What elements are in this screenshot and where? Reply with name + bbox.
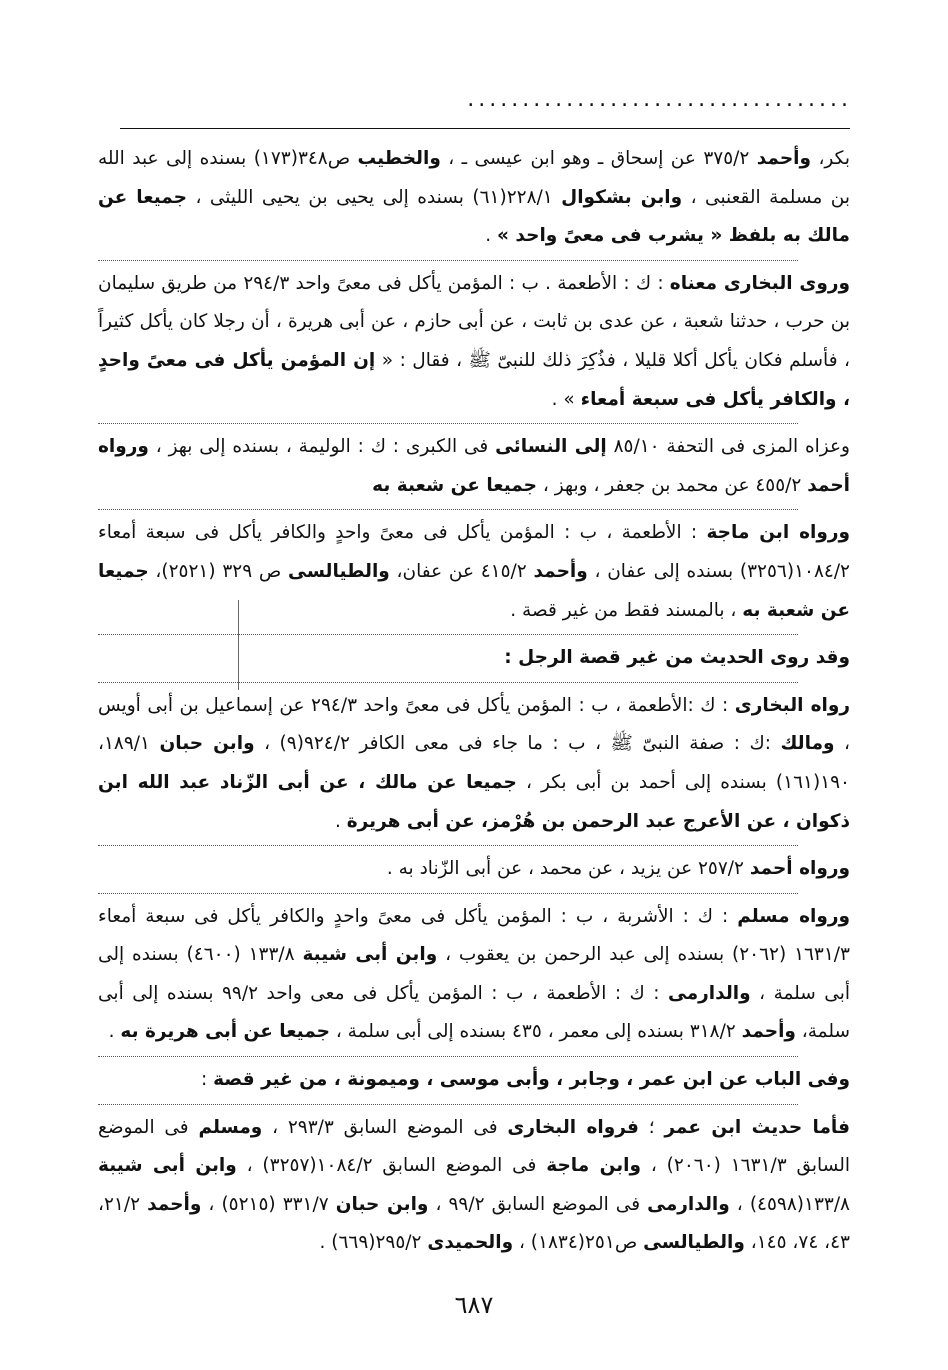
paragraph-separator xyxy=(98,423,798,424)
paragraph xyxy=(98,639,850,678)
text-run: ٤٥٥/٢ عن محمد بن جعفر ، وبهز ، xyxy=(537,474,808,496)
paragraph xyxy=(98,428,850,505)
text-run: ٣٣١/٧ (٥٢١٥) ، xyxy=(201,1193,336,1215)
bold-text-run: جميعا عن شعبة به xyxy=(372,474,538,496)
text-run: : الأطعمة ، ب : المؤمن يأكل فى معىً واحدٍ والكافر يأكل فى سبعة أمعاء ١٠٨٤/٢(٣٢٥٦) بسنده إلى عفان ، xyxy=(98,522,850,582)
bold-text-run: وابن حبان xyxy=(159,733,255,755)
text-run: ١٣٣/٨(٤٥٩٨) ، xyxy=(729,1193,850,1215)
bold-text-run: والدارمى xyxy=(667,982,751,1004)
paragraph xyxy=(98,898,850,1052)
text-run: ص٢٥١(١٨٣٤) ، xyxy=(513,1232,644,1254)
paragraph-separator xyxy=(98,845,798,846)
text-run: : xyxy=(200,1069,214,1091)
bold-text-run: والخطيب xyxy=(357,148,441,169)
bold-text-run: فرواه البخارى xyxy=(507,1116,639,1138)
text-run: ص٣٤٨(١٧٣) بسنده إلى عبد الله بن مسلمة القعنبى ، xyxy=(98,148,850,208)
text-run: فى الكبرى : ك : الوليمة ، بسنده إلى بهز ، xyxy=(148,436,496,458)
paragraph xyxy=(98,1061,850,1100)
bold-text-run: رواه البخارى xyxy=(734,694,851,716)
text-run: ؛ xyxy=(638,1116,665,1138)
text-run: . xyxy=(108,1021,121,1043)
text-run: ١٣٣/٨ (٤٦٠٠) بسنده إلى أبى سلمة ، xyxy=(98,944,850,1004)
bold-text-run: وأحمد xyxy=(147,1193,202,1215)
bold-text-run: ومالك xyxy=(780,733,835,755)
bold-text-run: إن المؤمن يأكل فى معىً واحدٍ ، والكافر يأكل فى سبعة أمعاء xyxy=(98,349,850,410)
paragraph-separator xyxy=(98,1104,798,1105)
bold-text-run: إلى النسائى xyxy=(495,436,607,458)
paragraph-separator xyxy=(98,260,798,261)
header-dotted-line: ................................... xyxy=(467,87,852,112)
bold-text-run: والحميدى xyxy=(427,1232,514,1254)
text-run: فى الموضع السابق ١٠٨٤/٢(٣٢٥٧) ، xyxy=(236,1155,547,1177)
bold-text-run: وابن أبى شيبة xyxy=(98,1155,237,1177)
paragraph-separator xyxy=(98,634,798,635)
bold-text-run: وقد روى الحديث من غير قصة الرجل : xyxy=(504,647,850,669)
bold-text-run: وابن بشكوال xyxy=(561,186,683,208)
bold-text-run: جميعا عن شعبة به xyxy=(98,560,850,621)
paragraph-separator xyxy=(98,682,798,683)
text-run: ٣١٨/٢ بسنده إلى معمر ، ٤٣٥ بسنده إلى أبى سلمة ، xyxy=(329,1021,742,1043)
text-run: ص ٣٢٩ (٢٥٢١)، xyxy=(148,560,289,582)
page-number: ٦٨٧ xyxy=(454,1291,494,1319)
bold-text-run: ورواه مسلم xyxy=(737,905,850,927)
paragraph xyxy=(98,850,850,889)
bold-text-run: وابن حبان xyxy=(335,1193,429,1215)
bold-text-run: وابن أبى شيبة xyxy=(302,944,438,966)
text-run: . xyxy=(485,225,498,247)
paragraph xyxy=(98,265,850,419)
bold-text-run: والطيالسى xyxy=(288,560,390,582)
paragraph-separator xyxy=(98,893,798,894)
bold-text-run: ورواه أحمد xyxy=(98,436,850,496)
text-run: ١٨٩/١، ١٩٠(١٦١) بسنده إلى أحمد بن أبى بكر ، xyxy=(98,733,850,793)
bold-text-run: ورواه ابن ماجة xyxy=(706,522,850,544)
bold-text-run: جميعا عن مالك ، عن أبى الزّناد عبد الله ابن ذكوان ، عن الأعرج عبد الرحمن بن هُرْمز، عن أبى هريرة xyxy=(98,771,850,832)
text-run: ٢٢٨/١(٦١) بسنده إلى يحيى بن يحيى الليثى ، xyxy=(186,186,562,208)
paragraph xyxy=(98,140,850,256)
bold-text-run: وروى البخارى معناه xyxy=(669,272,850,294)
text-run: :ك : صفة النبىّ ﷺ ، ب : ما جاء فى معى الكافر ٩٢٤/٢(٩) ، xyxy=(254,733,781,755)
text-run: بكر، xyxy=(811,148,850,169)
text-run: : ك : الأشربة ، ب : المؤمن يأكل فى معىً واحدٍ والكافر يأكل فى سبعة أمعاء ١٦٣١/٣ (٢٠٦٢) بسنده إلى عبد الرحمن بن يعقوب ، xyxy=(98,905,850,966)
bold-text-run: وفى الباب عن ابن عمر ، وجابر ، وأبى موسى ، وميمونة ، من غير قصة xyxy=(213,1069,850,1091)
bold-text-run: جميعا عن مالك به بلفظ « يشرب فى معىً واحد » xyxy=(98,186,850,247)
text-run: ٢٩٥/٢(٦٦٩) . xyxy=(319,1232,428,1254)
text-run: » . xyxy=(551,388,581,410)
paragraph-separator xyxy=(98,1056,798,1057)
bold-text-run: والدارمى xyxy=(647,1193,730,1215)
bold-text-run: وأحمد xyxy=(756,148,812,169)
bold-text-run: والطيالسى xyxy=(643,1232,745,1254)
text-run: وعزاه المزى فى التحفة ٨٥/١٠ xyxy=(606,436,850,458)
text-run: ٣٧٥/٢ عن إسحاق ـ وهو ابن عيسى ـ ، xyxy=(440,148,757,169)
bold-text-run: وأحمد xyxy=(741,1021,796,1043)
header-rule xyxy=(120,128,850,129)
bold-text-run: فأما حديث ابن عمر xyxy=(664,1116,850,1138)
bold-text-run: جميعا عن أبى هريرة به xyxy=(120,1021,330,1043)
bold-text-run: ومسلم xyxy=(198,1116,263,1138)
paragraph-separator xyxy=(98,509,798,510)
paragraph xyxy=(98,514,850,630)
bold-text-run: ورواه أحمد xyxy=(749,858,850,880)
text-run: ٢٥٧/٢ عن يزيد ، عن محمد ، عن أبى الزّناد به . xyxy=(386,858,750,880)
text-run: : ك :الأطعمة ، ب : المؤمن يأكل فى معىً واحد ٢٩٤/٣ عن إسماعيل بن أبى أويس ، xyxy=(98,694,851,755)
text-run: ٢١/٢، ٤٣، ٧٤، ١٤٥، xyxy=(98,1193,850,1254)
text-run: فى الموضع السابق ١٦٣١/٣ (٢٠٦٠) ، xyxy=(98,1116,850,1177)
text-run: ، بالمسند فقط من غير قصة . xyxy=(510,599,743,621)
text-run: : ك : الأطعمة ، ب : المؤمن يأكل فى معى واحد ٩٩/٢ بسنده إلى أبى سلمة، xyxy=(98,982,850,1043)
paragraph xyxy=(98,1109,850,1263)
text-run: : ك : الأطعمة . ب : المؤمن يأكل فى معىً واحد ٢٩٤/٣ من طريق سليمان بن حرب ، حدثنا شعبة ، عن عدى بن ثابت ، عن أبى حازم ، عن أبى هريرة ، أن رجلا كان يأكل كثيراً ، فأسلم فكان يأكل أكلا قليلا ، فذُكِرَ ذلك للنبىّ ﷺ ، فقال : « xyxy=(98,272,851,371)
bold-text-run: وأحمد xyxy=(533,560,588,582)
text-run: فى الموضع السابق ٩٩/٢ ، xyxy=(428,1193,648,1215)
text-run: فى الموضع السابق ٢٩٣/٣ ، xyxy=(262,1116,508,1138)
paragraph xyxy=(98,687,850,841)
text-run: ٤١٥/٢ عن عفان، xyxy=(389,560,534,582)
text-run: . xyxy=(334,810,347,832)
footnote-text-block xyxy=(98,140,850,1263)
bold-text-run: وابن ماجة xyxy=(546,1155,642,1177)
